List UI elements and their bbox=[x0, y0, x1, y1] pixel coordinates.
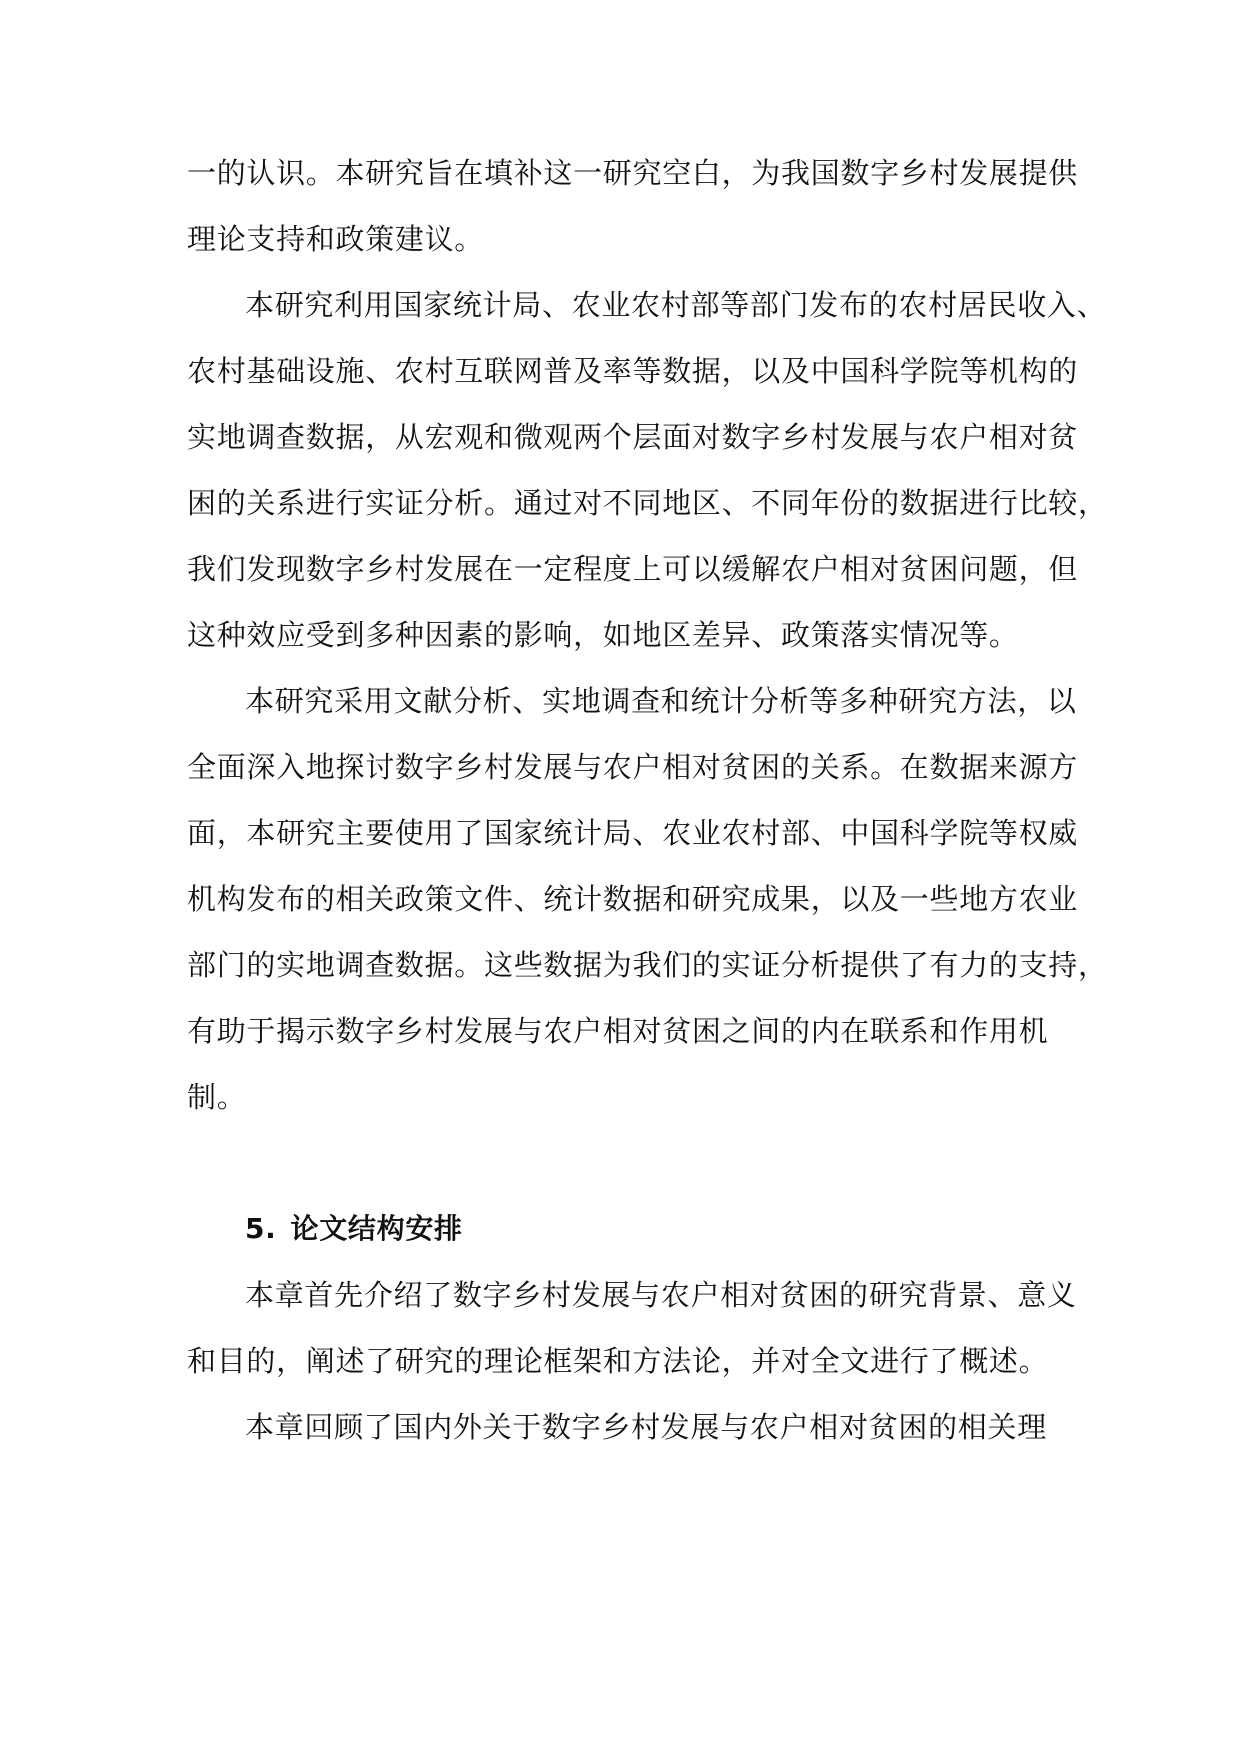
text-line: 本研究利用国家统计局、农业农村部等部门发布的农村居民收入、 bbox=[245, 288, 1107, 322]
text-line: 这种效应受到多种因素的影响，如地区差异、政策落实情况等。 bbox=[187, 618, 1019, 652]
paragraph-continuation bbox=[187, 140, 1079, 272]
section-heading bbox=[187, 1196, 1055, 1262]
text-line: 我们发现数字乡村发展在一定程度上可以缓解农户相对贫困问题，但 bbox=[187, 552, 1079, 586]
paragraph-methods bbox=[187, 668, 1108, 1130]
document-page bbox=[187, 140, 1108, 1460]
paragraph-chapter-review bbox=[187, 1394, 1055, 1460]
text-line: 部门的实地调查数据。这些数据为我们的实证分析提供了有力的支持， bbox=[187, 948, 1108, 982]
text-line: 本章首先介绍了数字乡村发展与农户相对贫困的研究背景、意义 bbox=[245, 1278, 1077, 1312]
section-title: 论文结构安排 bbox=[290, 1212, 463, 1245]
section-spacer bbox=[187, 1130, 1055, 1196]
paragraph-chapter-intro bbox=[187, 1262, 1077, 1394]
section-number: 5. bbox=[245, 1212, 277, 1245]
text-line: 和目的，阐述了研究的理论框架和方法论，并对全文进行了概述。 bbox=[187, 1344, 1049, 1378]
text-line: 实地调查数据，从宏观和微观两个层面对数字乡村发展与农户相对贫 bbox=[187, 420, 1079, 454]
paragraph-data-sources bbox=[187, 272, 1108, 668]
text-line: 理论支持和政策建议。 bbox=[187, 222, 485, 256]
text-line: 困的关系进行实证分析。通过对不同地区、不同年份的数据进行比较， bbox=[187, 486, 1108, 520]
text-line: 面，本研究主要使用了国家统计局、农业农村部、中国科学院等权威 bbox=[187, 816, 1079, 850]
text-line: 制。 bbox=[187, 1080, 247, 1114]
text-line: 农村基础设施、农村互联网普及率等数据，以及中国科学院等机构的 bbox=[187, 354, 1079, 388]
text-line: 一的认识。本研究旨在填补这一研究空白，为我国数字乡村发展提供 bbox=[187, 156, 1079, 190]
text-line: 有助于揭示数字乡村发展与农户相对贫困之间的内在联系和作用机 bbox=[187, 1014, 1049, 1048]
text-line: 本章回顾了国内外关于数字乡村发展与农户相对贫困的相关理 bbox=[245, 1410, 1047, 1444]
text-line: 机构发布的相关政策文件、统计数据和研究成果，以及一些地方农业 bbox=[187, 882, 1079, 916]
text-line: 本研究采用文献分析、实地调查和统计分析等多种研究方法，以 bbox=[245, 684, 1077, 718]
text-line: 全面深入地探讨数字乡村发展与农户相对贫困的关系。在数据来源方 bbox=[187, 750, 1079, 784]
